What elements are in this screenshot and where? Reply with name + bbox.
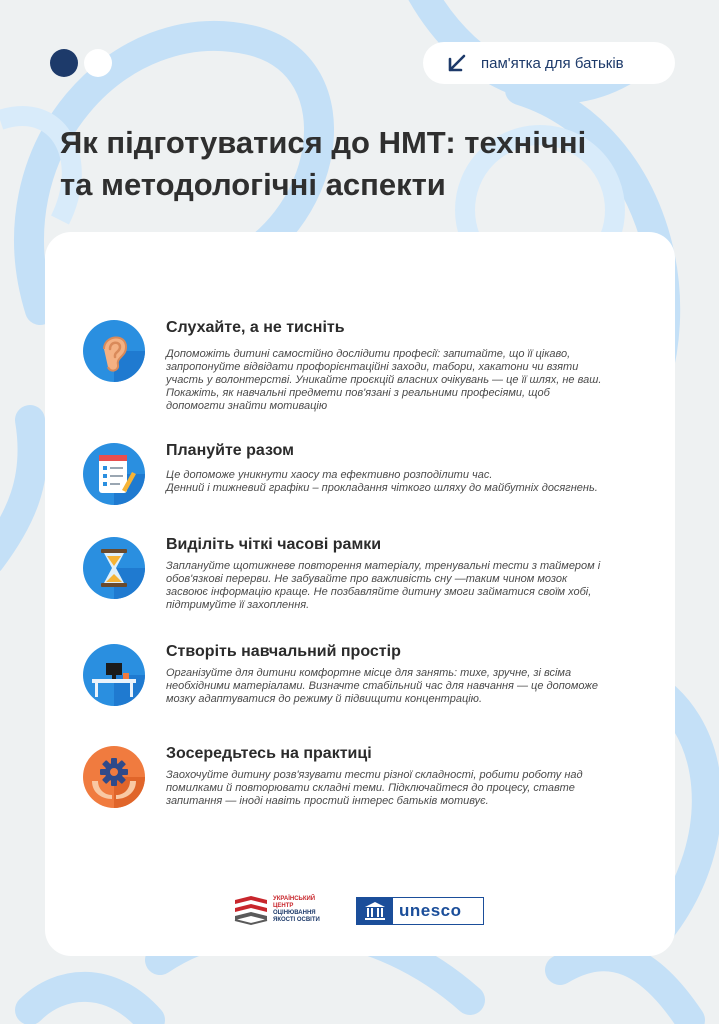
tip-text bbox=[166, 769, 626, 808]
tip-line: помилками й повторювати складні теми. Підключайтеся до процесу, ставте bbox=[166, 782, 575, 794]
tip-line: Заохочуйте дитину розв'язувати тести різної складності, робити роботу над bbox=[166, 769, 583, 781]
tip-line: мозку адаптуватися до режиму й підвищити концентрацію. bbox=[166, 693, 483, 705]
ucoz-name bbox=[273, 896, 343, 924]
tip-line: Денний і тижневий графіки – прокладання чіткого шляху до майбутніх досягнень. bbox=[166, 482, 598, 494]
ucoz-line: ЯКОСТІ ОСВІТИ bbox=[273, 917, 320, 923]
memo-tag-label: пам'ятка для батьків bbox=[481, 54, 624, 72]
title-line-1: Як підготуватися до НМТ: технічні bbox=[60, 125, 587, 160]
tip-line: Організуйте для дитини комфортне місце для занять: тихе, зручне, зі всіма bbox=[166, 667, 572, 679]
unesco-label: unesco bbox=[399, 901, 462, 920]
tip-line: необхідними матеріалами. Визначте стабільний час для навчання — це допоможе bbox=[166, 680, 598, 692]
tip-line: засвоює інформацію краще. Не позбавляйте дитину змоги займатися своїм хобі, bbox=[166, 586, 592, 598]
content-card bbox=[45, 232, 675, 956]
tip-line: Покажіть, як навчальні предмети пов'язані з реальними професіями, щоб bbox=[166, 387, 550, 399]
tip-line: підтримуйте її захоплення. bbox=[166, 599, 310, 611]
light-dot bbox=[84, 49, 112, 77]
tip-line: запропонуйте відвідати профорієнтаційні заходи, табори, хакатони чи взяти bbox=[166, 361, 579, 373]
tip-line: Заплануйте щотижневе повторення матеріалу, тренувальні тести з таймером і bbox=[166, 560, 601, 572]
unesco-logo bbox=[356, 897, 484, 925]
tip-text bbox=[166, 560, 626, 612]
ear-icon bbox=[82, 319, 146, 383]
tip-text bbox=[166, 348, 626, 413]
tip-line: обов'язкові перерви. Не забувайте про важливість сну —таким чином мозок bbox=[166, 573, 568, 585]
ucoz-line: УКРАЇНСЬКИЙ bbox=[273, 896, 316, 902]
page-title bbox=[60, 122, 680, 206]
tip-line: участь у волонтерстві. Уникайте проєкцій власних очікувань — це її шлях, не ваш. bbox=[166, 374, 602, 386]
ucoz-logo bbox=[233, 894, 343, 926]
tip-title: Плануйте разом bbox=[166, 442, 294, 459]
header-dots bbox=[50, 49, 112, 77]
unesco-temple-icon bbox=[357, 898, 393, 924]
tip-title: Зосередьтесь на практиці bbox=[166, 745, 372, 762]
tip-line: Це допоможе уникнути хаосу та ефективно розподілити час. bbox=[166, 469, 493, 481]
tip-line: допомогти знайти мотивацію bbox=[166, 400, 328, 412]
partner-logos bbox=[233, 894, 493, 934]
tip-line: Допоможіть дитині самостійно дослідити професії: запитайте, що її цікаво, bbox=[166, 348, 571, 360]
tip-title: Виділіть чіткі часові рамки bbox=[166, 536, 382, 553]
arrow-down-left-icon bbox=[445, 51, 469, 75]
ucoz-line: ЦЕНТР bbox=[273, 903, 294, 909]
ucoz-emblem-icon bbox=[233, 894, 269, 926]
tip-line: запитання — іноді навіть простий інтерес батьків мотивує. bbox=[166, 795, 489, 807]
checklist-icon bbox=[82, 442, 146, 506]
ucoz-line: ОЦІНЮВАННЯ bbox=[273, 910, 316, 916]
tip-title: Слухайте, а не тисніть bbox=[166, 319, 345, 336]
title-line-2: та методологічні аспекти bbox=[60, 167, 446, 202]
dark-dot bbox=[50, 49, 78, 77]
tip-title: Створіть навчальний простір bbox=[166, 643, 401, 660]
memo-tag bbox=[423, 42, 675, 84]
desk-icon bbox=[82, 643, 146, 707]
tip-text bbox=[166, 667, 626, 706]
hourglass-icon bbox=[82, 536, 146, 600]
gear-hands-icon bbox=[82, 745, 146, 809]
tip-text bbox=[166, 469, 626, 495]
